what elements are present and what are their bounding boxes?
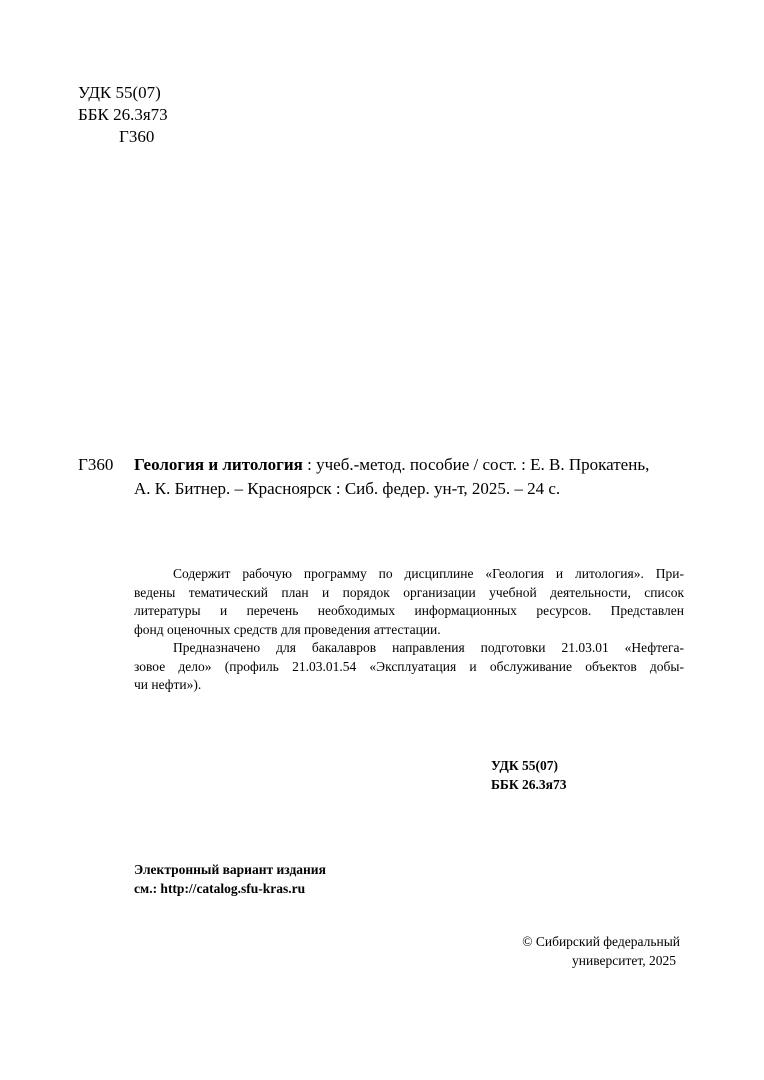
annotation-line: литературы и перечень необходимых информационных ресурсов. Представлен [134,603,684,618]
annotation-line: Содержит рабочую программу по дисциплине «Геология и литология». При- [173,566,684,581]
book-title: Геология и литология [134,455,303,474]
annotation-line: чи нефти»). [134,677,202,692]
electronic-version-link[interactable]: см.: http://catalog.sfu-kras.ru [134,881,306,896]
copyright-line-1: © Сибирский федеральный [522,934,680,949]
annotation-line: зовое дело» (профиль 21.03.01.54 «Эксплуатация и обслуживание объектов добы- [134,658,684,674]
author-sign: Г360 [119,127,155,146]
electronic-version-label: Электронный вариант издания [134,862,326,877]
annotation-line: ведены тематический план и порядок организации учебной деятельности, список [134,584,684,600]
udk-code-bottom: УДК 55(07) [491,758,558,773]
annotation-line: фонд оценочных средств для проведения аттестации. [134,621,441,637]
biblio-line-2: А. К. Битнер. – Красноярск : Сиб. федер. ун-т, 2025. – 24 с. [134,479,561,498]
copyright-line-2: университет, 2025 [572,953,676,968]
udk-code: УДК 55(07) [78,83,161,102]
biblio-details: : учеб.-метод. пособие / сост. : Е. В. Прокатень, [302,455,650,474]
biblio-author-sign: Г360 [78,455,114,474]
bbk-code-bottom: ББК 26.3я73 [491,777,567,792]
biblio-line-1 [134,453,649,477]
bbk-code: ББК 26.3я73 [78,105,168,124]
annotation-line: Предназначено для бакалавров направления подготовки 21.03.01 «Нефтега- [173,640,684,655]
